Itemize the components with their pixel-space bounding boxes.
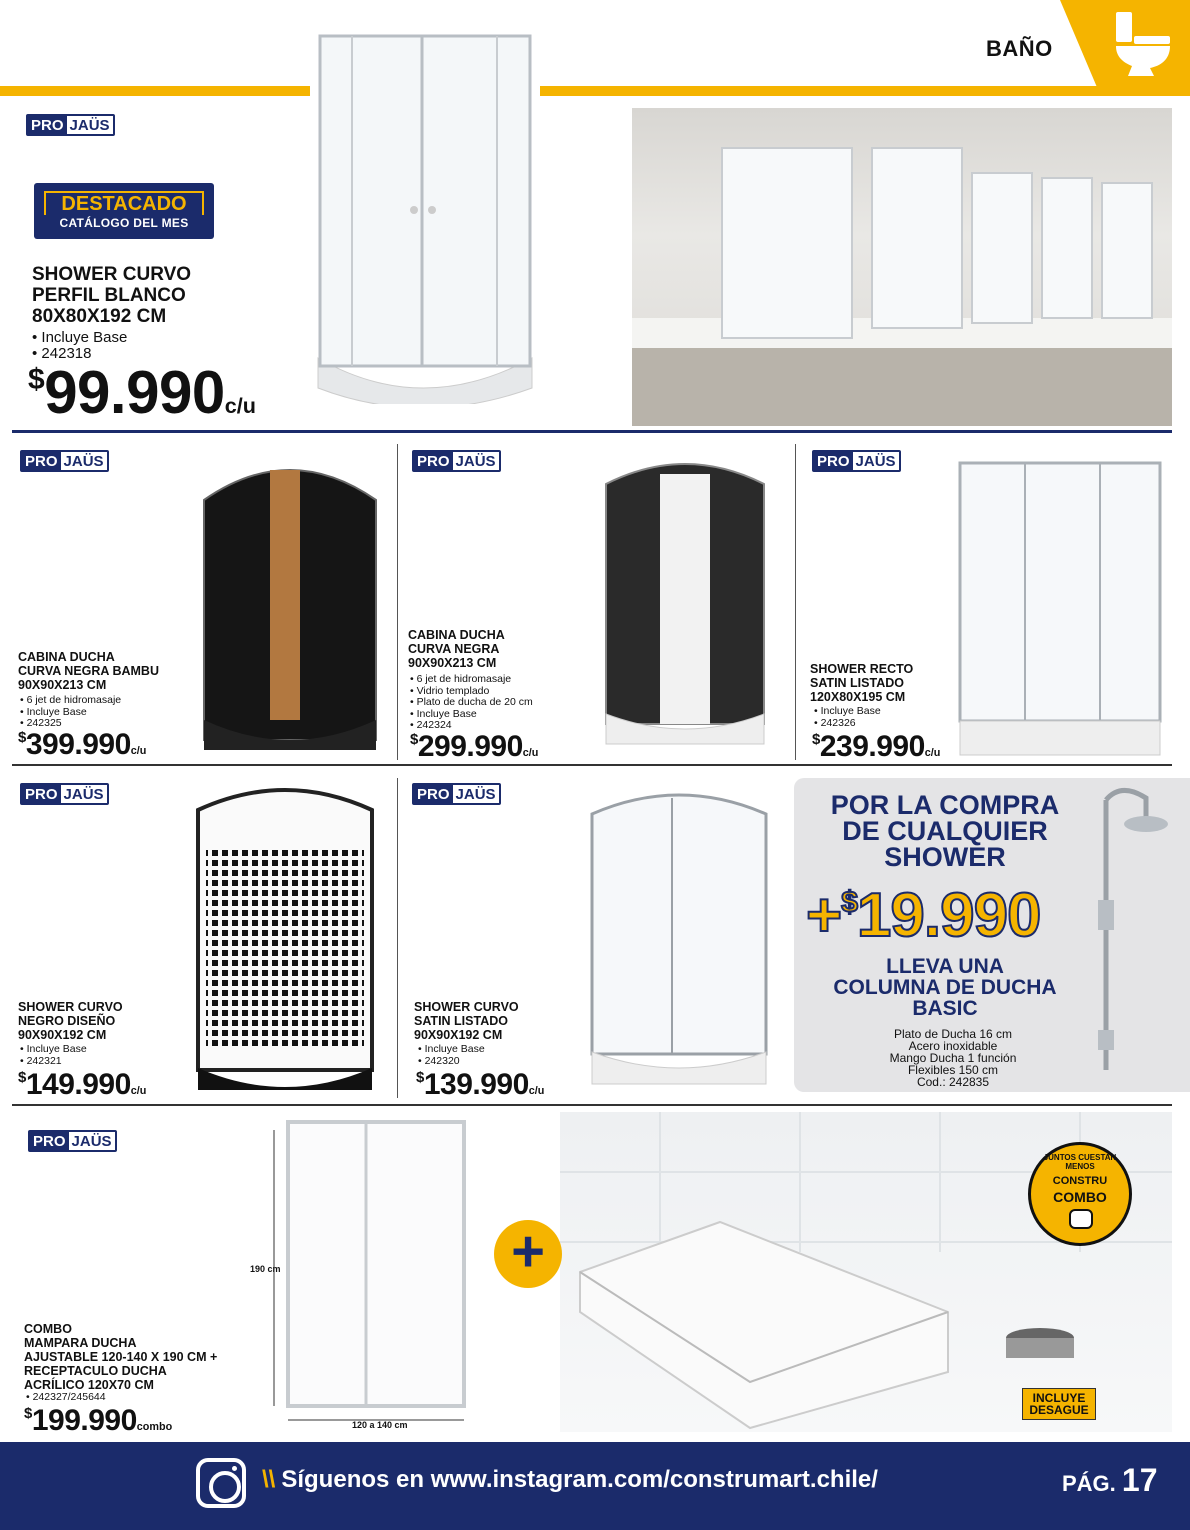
product-title: CABINA DUCHA CURVA NEGRA BAMBU 90X90X213 CM bbox=[18, 650, 159, 692]
shower-satin-image bbox=[586, 784, 772, 1096]
fist-icon bbox=[1069, 1209, 1093, 1229]
combo-bullets: • 242327/245644 bbox=[26, 1391, 106, 1403]
brand-logo: PRO JAÜS bbox=[20, 783, 109, 805]
cabina-negra-image bbox=[600, 444, 770, 754]
product-bullets: • 6 jet de hidromasaje • Incluye Base • 242325 bbox=[20, 694, 122, 729]
shower-recto-image bbox=[955, 458, 1175, 758]
dimension-width: 120 a 140 cm bbox=[352, 1420, 408, 1430]
promo-price: +$19.990 bbox=[806, 881, 1041, 950]
product-price: $239.990c/u bbox=[812, 730, 941, 763]
instagram-link[interactable]: \\ Síguenos en www.instagram.com/construmart.chile/ bbox=[262, 1466, 878, 1493]
product-title: CABINA DUCHA CURVA NEGRA 90X90X213 CM bbox=[408, 628, 505, 670]
featured-bullets: • Incluye Base • 242318 bbox=[32, 329, 128, 362]
brand-logo: PRO JAÜS bbox=[28, 1130, 117, 1152]
shower-negro-diseno-image bbox=[192, 780, 378, 1098]
product-title: SHOWER CURVO SATIN LISTADO 90X90X192 CM bbox=[414, 1000, 519, 1042]
section-divider bbox=[12, 430, 1172, 433]
brand-logo: PRO JAÜS bbox=[20, 450, 109, 472]
product-price: $149.990c/u bbox=[18, 1068, 147, 1101]
product-bullets: • Incluye Base • 242321 bbox=[20, 1043, 87, 1067]
promo-specs: Plato de Ducha 16 cm Acero inoxidable Mango Ducha 1 función Flexibles 150 cm Cod.: 242835 bbox=[889, 1027, 1017, 1089]
combo-price: $199.990combo bbox=[24, 1404, 173, 1437]
mampara-image bbox=[268, 1120, 468, 1436]
product-price: $139.990c/u bbox=[416, 1068, 545, 1101]
featured-price: $99.990c/u bbox=[28, 359, 256, 426]
product-bullets: • Incluye Base • 242320 bbox=[418, 1043, 485, 1067]
brand-logo: PRO JAÜS bbox=[412, 783, 501, 805]
instagram-icon[interactable] bbox=[196, 1458, 246, 1508]
cabina-negra-bambu-image bbox=[200, 440, 380, 756]
section-title: BAÑO bbox=[986, 36, 1053, 61]
product-price: $299.990c/u bbox=[410, 730, 539, 763]
brand-logo: PRO JAÜS bbox=[812, 450, 901, 472]
brand-logo: PRO JAÜS bbox=[412, 450, 501, 472]
header-rule bbox=[0, 86, 1190, 96]
toilet-icon bbox=[1110, 10, 1174, 76]
featured-title: SHOWER CURVO PERFIL BLANCO 80X80X192 CM bbox=[32, 264, 192, 327]
combo-seal: JUNTOS CUESTAN MENOS CONSTRU COMBO bbox=[1028, 1142, 1132, 1246]
promo-title: POR LA COMPRA DE CUALQUIER SHOWER bbox=[830, 790, 1060, 872]
product-bullets: • Incluye Base • 242326 bbox=[814, 705, 881, 729]
shower-curvo-blanco-image bbox=[312, 28, 540, 404]
incluye-desague-tag: INCLUYE DESAGUE bbox=[1022, 1388, 1096, 1420]
combo-title: COMBO MAMPARA DUCHA AJUSTABLE 120-140 X 190 CM + RECEPTACULO DUCHA ACRÍLICO 120X70 CM bbox=[24, 1322, 218, 1392]
brand-logo: PRO JAÜS bbox=[26, 114, 115, 136]
featured-badge: DESTACADO CATÁLOGO DEL MES bbox=[34, 183, 214, 239]
page-number: PÁG. 17 bbox=[1062, 1462, 1158, 1498]
product-price: $399.990c/u bbox=[18, 728, 147, 761]
showroom-photo bbox=[632, 108, 1172, 426]
product-bullets: • 6 jet de hidromasaje • Vidrio templado • Plato de ducha de 20 cm • Incluye Base • 242324 bbox=[410, 673, 533, 731]
dimension-height: 190 cm bbox=[250, 1264, 281, 1274]
product-title: SHOWER RECTO SATIN LISTADO 120X80X195 CM bbox=[810, 662, 914, 704]
product-title: SHOWER CURVO NEGRO DISEÑO 90X90X192 CM bbox=[18, 1000, 123, 1042]
shower-column-image bbox=[1076, 780, 1176, 1090]
promo-subtitle: LLEVA UNA COLUMNA DE DUCHA BASIC bbox=[833, 955, 1057, 1020]
plus-icon: + bbox=[494, 1220, 562, 1288]
